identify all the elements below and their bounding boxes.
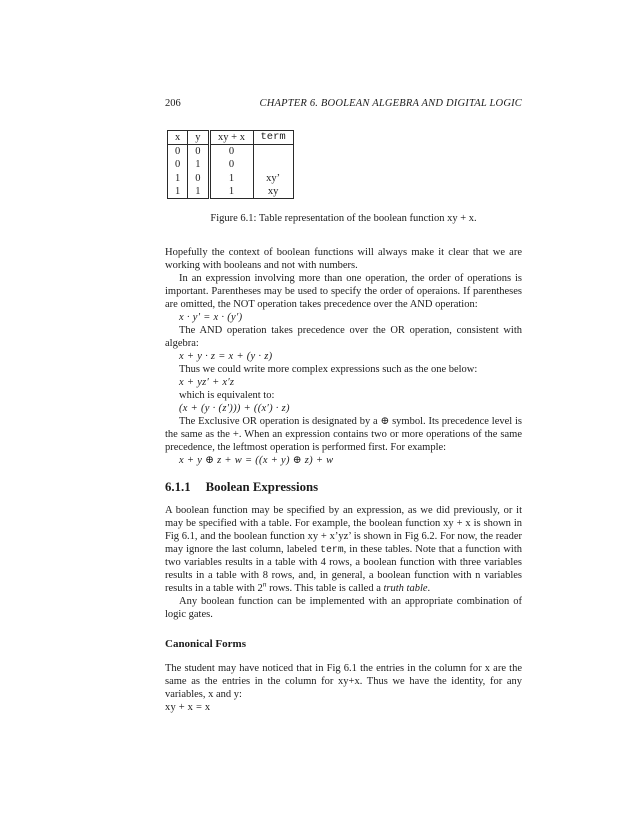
truth-table-term: truth table [383, 583, 428, 594]
section-paragraph-1-part1: A boolean function may be specified by an expression, as we did previously, or it may be specified with a table. For example, the boolean function xy + x is shown in Fig 6.1, and the boolean function xy + x’yz’ is shown in Fig 6.2. For now, the reader may ignore the last column, labeled [165, 505, 522, 555]
section-paragraph-1 [165, 504, 522, 595]
math-line-5: x + y ⊕ z + w = ((x + y) ⊕ z) + w [179, 455, 334, 466]
math-line-4: (x + (y · (z′))) + ((x′) · z) [179, 403, 290, 414]
cell: 0 [209, 145, 253, 159]
cell: 0 [209, 158, 253, 172]
section-paragraph-1-part2: , in these tables. Note that a function with two variables results in a table with 4 rows, a boolean function with three variables results in a table with 8 rows, and, in general, a boolean function with n variables results in a table with 2 [165, 544, 522, 594]
term-label: term [320, 544, 344, 555]
section-paragraph-1-part3: rows. This table is called a [266, 583, 384, 594]
canonical-paragraph-1: The student may have noticed that in Fig 6.1 the entries in the column for x are the same as the entries in the column for xy+x. Thus we have the identity, for any variables, x and y: [165, 663, 522, 700]
figure-6-1 [165, 130, 522, 225]
table-row [168, 172, 294, 186]
col-header-xy-plus-x: xy + x [209, 131, 253, 145]
table-row [168, 145, 294, 159]
intro-paragraph-1: Hopefully the context of boolean functions will always make it clear that we are working with booleans and not with numbers. [165, 247, 522, 271]
intro-paragraph-3: The AND operation takes precedence over the OR operation, consistent with algebra: [165, 325, 522, 349]
page-number: 206 [165, 98, 181, 109]
cell: xy’ [266, 172, 281, 184]
chapter-header: CHAPTER 6. BOOLEAN ALGEBRA AND DIGITAL LOGIC [259, 98, 522, 109]
cell: xy [267, 186, 279, 197]
math-line-3: x + yz′ + x′z [179, 377, 235, 388]
section-heading-6-1-1 [165, 480, 522, 495]
page-content [165, 97, 522, 714]
section-number: 6.1.1 [165, 480, 191, 494]
section-paragraph-1-part4: . [427, 583, 431, 594]
running-head [165, 97, 522, 110]
cell: 0 [168, 145, 188, 159]
col-header-x: x [168, 131, 188, 145]
table-row [168, 185, 294, 199]
figure-caption: Figure 6.1: Table representation of the boolean function xy + x. [210, 213, 477, 224]
identity-line: xy + x = x [165, 702, 211, 713]
intro-paragraph-2: In an expression involving more than one operation, the order of operations is important. Parentheses may be used to specify the order of operaions. If parentheses are omitted, the NOT operation takes precedence over the AND operation: [165, 273, 522, 310]
section-paragraph-2: Any boolean function can be implemented with an appropriate combination of logic gates. [165, 596, 522, 620]
body-text [165, 246, 522, 714]
cell: 0 [168, 158, 188, 172]
cell: 1 [168, 172, 188, 186]
intro-paragraph-4: Thus we could write more complex expressions such as the one below: [179, 364, 478, 375]
section-title: Boolean Expressions [205, 480, 319, 494]
intro-paragraph-5: which is equivalent to: [179, 390, 275, 401]
cell: 1 [209, 172, 253, 186]
intro-paragraph-6: The Exclusive OR operation is designated by a ⊕ symbol. Its precedence level is the same as the +. When an expression contains two or more operations of the same precedence, the leftmost operation is performed first. For example: [165, 416, 522, 453]
cell: 1 [188, 158, 209, 172]
cell: 0 [188, 172, 209, 186]
math-line-2: x + y · z = x + (y · z) [179, 351, 273, 362]
cell [253, 145, 293, 159]
math-line-1: x · y′ = x · (y′) [179, 312, 243, 323]
cell: 1 [209, 185, 253, 199]
cell: 1 [188, 185, 209, 199]
col-header-term: term [253, 131, 293, 145]
superscript-n: n [262, 579, 267, 589]
table-row [168, 158, 294, 172]
truth-table-header-row [168, 131, 294, 145]
col-header-y: y [188, 131, 209, 145]
cell [253, 158, 293, 172]
canonical-forms-heading: Canonical Forms [165, 638, 246, 650]
cell: 1 [168, 185, 188, 199]
cell: 0 [188, 145, 209, 159]
truth-table [167, 130, 294, 199]
